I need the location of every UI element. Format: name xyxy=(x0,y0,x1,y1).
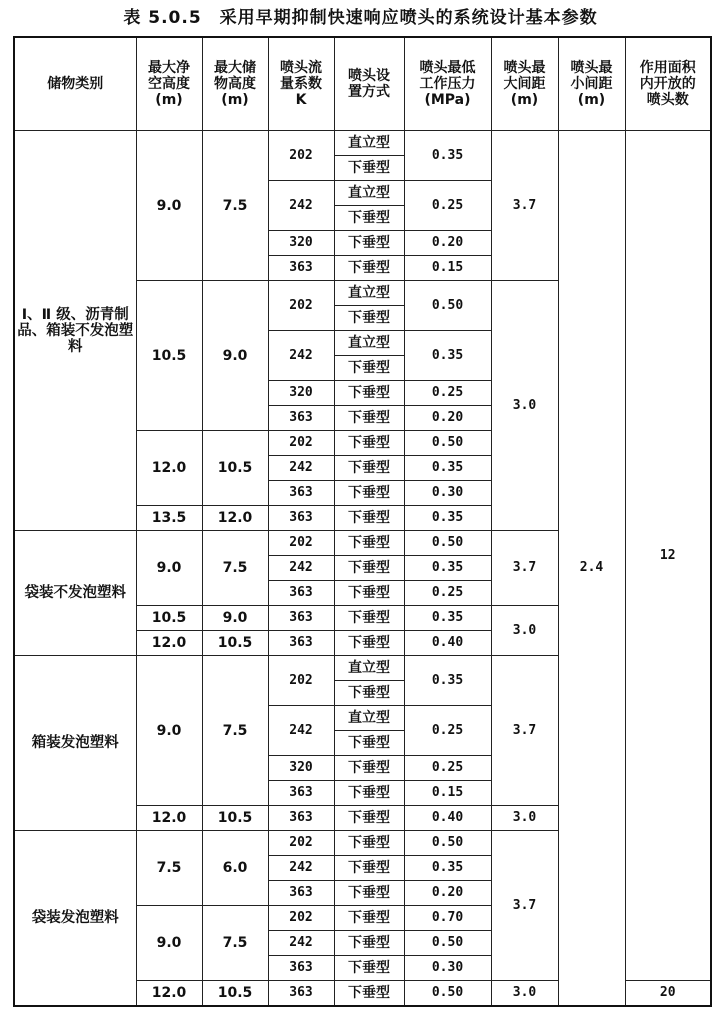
max-spacing: 3.7 xyxy=(491,831,558,981)
k-factor: 242 xyxy=(268,706,334,756)
k-factor: 320 xyxy=(268,381,334,406)
column-header-line: 最大储 xyxy=(214,60,256,76)
min-operating-pressure: 0.50 xyxy=(404,981,491,1007)
min-operating-pressure: 0.35 xyxy=(404,506,491,531)
min-operating-pressure: 0.25 xyxy=(404,181,491,231)
k-factor: 242 xyxy=(268,456,334,481)
k-factor: 242 xyxy=(268,556,334,581)
sprinkler-orientation: 下垂型 xyxy=(334,731,404,756)
min-operating-pressure: 0.50 xyxy=(404,531,491,556)
max-storage-height: 6.0 xyxy=(202,831,268,906)
min-operating-pressure: 0.50 xyxy=(404,431,491,456)
sprinkler-orientation: 直立型 xyxy=(334,706,404,731)
column-header-line: 喷头最 xyxy=(570,60,613,76)
sprinkler-orientation: 下垂型 xyxy=(334,631,404,656)
column-header xyxy=(558,37,625,131)
sprinkler-orientation: 直立型 xyxy=(334,331,404,356)
sprinkler-orientation: 下垂型 xyxy=(334,606,404,631)
k-factor: 363 xyxy=(268,256,334,281)
column-header-line: 喷头数 xyxy=(646,92,689,108)
k-factor: 363 xyxy=(268,581,334,606)
sprinkler-orientation: 直立型 xyxy=(334,656,404,681)
table-row xyxy=(14,131,711,156)
min-operating-pressure: 0.25 xyxy=(404,581,491,606)
column-header-line: 小间距 xyxy=(570,76,613,92)
min-operating-pressure: 0.25 xyxy=(404,381,491,406)
column-header-line: 物高度 xyxy=(214,76,256,92)
sprinkler-orientation: 下垂型 xyxy=(334,531,404,556)
column-header xyxy=(14,37,136,131)
design-parameters-table xyxy=(13,36,712,1007)
sprinkler-orientation: 下垂型 xyxy=(334,756,404,781)
max-storage-height: 10.5 xyxy=(202,806,268,831)
sprinkler-orientation: 下垂型 xyxy=(334,556,404,581)
max-spacing: 3.0 xyxy=(491,806,558,831)
column-header xyxy=(136,37,202,131)
k-factor: 363 xyxy=(268,406,334,431)
column-header-line: 量系数 xyxy=(280,76,322,92)
min-operating-pressure: 0.25 xyxy=(404,706,491,756)
k-factor: 202 xyxy=(268,431,334,456)
sprinkler-orientation: 下垂型 xyxy=(334,981,404,1007)
max-spacing: 3.0 xyxy=(491,281,558,531)
open-heads-count: 12 xyxy=(625,131,711,981)
sprinkler-orientation: 下垂型 xyxy=(334,431,404,456)
storage-category: Ⅰ、Ⅱ 级、沥青制品、箱装不发泡塑料 xyxy=(14,131,136,531)
max-ceiling-height: 12.0 xyxy=(136,981,202,1007)
storage-category: 袋装不发泡塑料 xyxy=(14,531,136,656)
column-header xyxy=(491,37,558,131)
k-factor: 363 xyxy=(268,506,334,531)
sprinkler-orientation: 下垂型 xyxy=(334,881,404,906)
column-header-line: (m) xyxy=(221,92,249,108)
k-factor: 363 xyxy=(268,781,334,806)
k-factor: 242 xyxy=(268,331,334,381)
sprinkler-orientation: 下垂型 xyxy=(334,456,404,481)
sprinkler-orientation: 下垂型 xyxy=(334,681,404,706)
k-factor: 320 xyxy=(268,231,334,256)
min-spacing: 2.4 xyxy=(558,131,625,1007)
k-factor: 202 xyxy=(268,831,334,856)
max-ceiling-height: 12.0 xyxy=(136,431,202,506)
column-header xyxy=(625,37,711,131)
min-operating-pressure: 0.40 xyxy=(404,631,491,656)
column-header xyxy=(334,37,404,131)
column-header-line: 喷头最低 xyxy=(419,60,476,76)
k-factor: 363 xyxy=(268,981,334,1007)
column-header-line: 喷头最 xyxy=(503,60,546,76)
min-operating-pressure: 0.15 xyxy=(404,781,491,806)
column-header-line: 大间距 xyxy=(503,76,546,92)
min-operating-pressure: 0.50 xyxy=(404,931,491,956)
column-header-line: 储物类别 xyxy=(47,76,104,92)
column-header-line: 工作压力 xyxy=(419,76,476,92)
max-ceiling-height: 13.5 xyxy=(136,506,202,531)
column-header-line: 置方式 xyxy=(348,84,390,100)
sprinkler-orientation: 下垂型 xyxy=(334,831,404,856)
min-operating-pressure: 0.50 xyxy=(404,831,491,856)
k-factor: 363 xyxy=(268,606,334,631)
min-operating-pressure: 0.35 xyxy=(404,606,491,631)
min-operating-pressure: 0.35 xyxy=(404,131,491,181)
sprinkler-orientation: 下垂型 xyxy=(334,931,404,956)
min-operating-pressure: 0.25 xyxy=(404,756,491,781)
sprinkler-orientation: 下垂型 xyxy=(334,406,404,431)
k-factor: 363 xyxy=(268,956,334,981)
column-header xyxy=(404,37,491,131)
max-storage-height: 10.5 xyxy=(202,981,268,1007)
sprinkler-orientation: 下垂型 xyxy=(334,481,404,506)
sprinkler-orientation: 下垂型 xyxy=(334,381,404,406)
sprinkler-orientation: 下垂型 xyxy=(334,156,404,181)
column-header-line: (m) xyxy=(510,92,539,108)
column-header-line: 最大净 xyxy=(148,60,190,76)
max-ceiling-height: 9.0 xyxy=(136,531,202,606)
min-operating-pressure: 0.35 xyxy=(404,456,491,481)
sprinkler-orientation: 下垂型 xyxy=(334,356,404,381)
k-factor: 242 xyxy=(268,856,334,881)
column-header-line: 喷头流 xyxy=(280,60,322,76)
max-ceiling-height: 12.0 xyxy=(136,631,202,656)
max-storage-height: 9.0 xyxy=(202,606,268,631)
max-ceiling-height: 7.5 xyxy=(136,831,202,906)
max-ceiling-height: 9.0 xyxy=(136,656,202,806)
sprinkler-orientation: 下垂型 xyxy=(334,206,404,231)
max-spacing: 3.7 xyxy=(491,131,558,281)
max-ceiling-height: 10.5 xyxy=(136,281,202,431)
table-header-row xyxy=(14,37,711,131)
min-operating-pressure: 0.40 xyxy=(404,806,491,831)
max-storage-height: 7.5 xyxy=(202,131,268,281)
column-header xyxy=(268,37,334,131)
table-title: 表 5.0.5 采用早期抑制快速响应喷头的系统设计基本参数 xyxy=(123,8,598,28)
min-operating-pressure: 0.20 xyxy=(404,406,491,431)
column-header xyxy=(202,37,268,131)
k-factor: 202 xyxy=(268,131,334,181)
max-ceiling-height: 9.0 xyxy=(136,906,202,981)
sprinkler-orientation: 下垂型 xyxy=(334,856,404,881)
open-heads-count: 20 xyxy=(625,981,711,1007)
min-operating-pressure: 0.35 xyxy=(404,856,491,881)
column-header-line: 内开放的 xyxy=(639,76,696,92)
sprinkler-orientation: 直立型 xyxy=(334,131,404,156)
min-operating-pressure: 0.35 xyxy=(404,656,491,706)
min-operating-pressure: 0.20 xyxy=(404,231,491,256)
sprinkler-orientation: 下垂型 xyxy=(334,906,404,931)
min-operating-pressure: 0.15 xyxy=(404,256,491,281)
sprinkler-orientation: 下垂型 xyxy=(334,956,404,981)
sprinkler-orientation: 下垂型 xyxy=(334,506,404,531)
column-header-line: K xyxy=(295,92,307,108)
sprinkler-orientation: 下垂型 xyxy=(334,781,404,806)
sprinkler-orientation: 下垂型 xyxy=(334,806,404,831)
k-factor: 202 xyxy=(268,281,334,331)
column-header-line: (m) xyxy=(155,92,183,108)
sprinkler-orientation: 下垂型 xyxy=(334,231,404,256)
min-operating-pressure: 0.30 xyxy=(404,481,491,506)
min-operating-pressure: 0.35 xyxy=(404,331,491,381)
max-spacing: 3.7 xyxy=(491,531,558,606)
max-storage-height: 10.5 xyxy=(202,431,268,506)
storage-category: 箱装发泡塑料 xyxy=(14,656,136,831)
k-factor: 363 xyxy=(268,481,334,506)
column-header-line: 作用面积 xyxy=(639,60,696,76)
sprinkler-orientation: 下垂型 xyxy=(334,581,404,606)
k-factor: 363 xyxy=(268,806,334,831)
max-spacing: 3.0 xyxy=(491,606,558,656)
max-ceiling-height: 10.5 xyxy=(136,606,202,631)
min-operating-pressure: 0.70 xyxy=(404,906,491,931)
min-operating-pressure: 0.35 xyxy=(404,556,491,581)
k-factor: 363 xyxy=(268,631,334,656)
min-operating-pressure: 0.30 xyxy=(404,956,491,981)
sprinkler-orientation: 直立型 xyxy=(334,181,404,206)
column-header-line: 喷头设 xyxy=(348,68,390,84)
min-operating-pressure: 0.20 xyxy=(404,881,491,906)
k-factor: 320 xyxy=(268,756,334,781)
max-storage-height: 7.5 xyxy=(202,906,268,981)
max-spacing: 3.7 xyxy=(491,656,558,806)
min-operating-pressure: 0.50 xyxy=(404,281,491,331)
column-header-line: (m) xyxy=(577,92,606,108)
k-factor: 363 xyxy=(268,881,334,906)
storage-category: 袋装发泡塑料 xyxy=(14,831,136,1007)
max-storage-height: 10.5 xyxy=(202,631,268,656)
sprinkler-orientation: 下垂型 xyxy=(334,256,404,281)
k-factor: 202 xyxy=(268,531,334,556)
max-storage-height: 7.5 xyxy=(202,531,268,606)
max-storage-height: 7.5 xyxy=(202,656,268,806)
max-ceiling-height: 12.0 xyxy=(136,806,202,831)
k-factor: 242 xyxy=(268,181,334,231)
k-factor: 202 xyxy=(268,906,334,931)
k-factor: 242 xyxy=(268,931,334,956)
column-header-line: 空高度 xyxy=(148,76,190,92)
table-body xyxy=(14,131,711,1007)
max-storage-height: 12.0 xyxy=(202,506,268,531)
max-spacing: 3.0 xyxy=(491,981,558,1007)
column-header-line: (MPa) xyxy=(424,92,471,108)
k-factor: 202 xyxy=(268,656,334,706)
max-ceiling-height: 9.0 xyxy=(136,131,202,281)
sprinkler-orientation: 下垂型 xyxy=(334,306,404,331)
max-storage-height: 9.0 xyxy=(202,281,268,431)
sprinkler-orientation: 直立型 xyxy=(334,281,404,306)
